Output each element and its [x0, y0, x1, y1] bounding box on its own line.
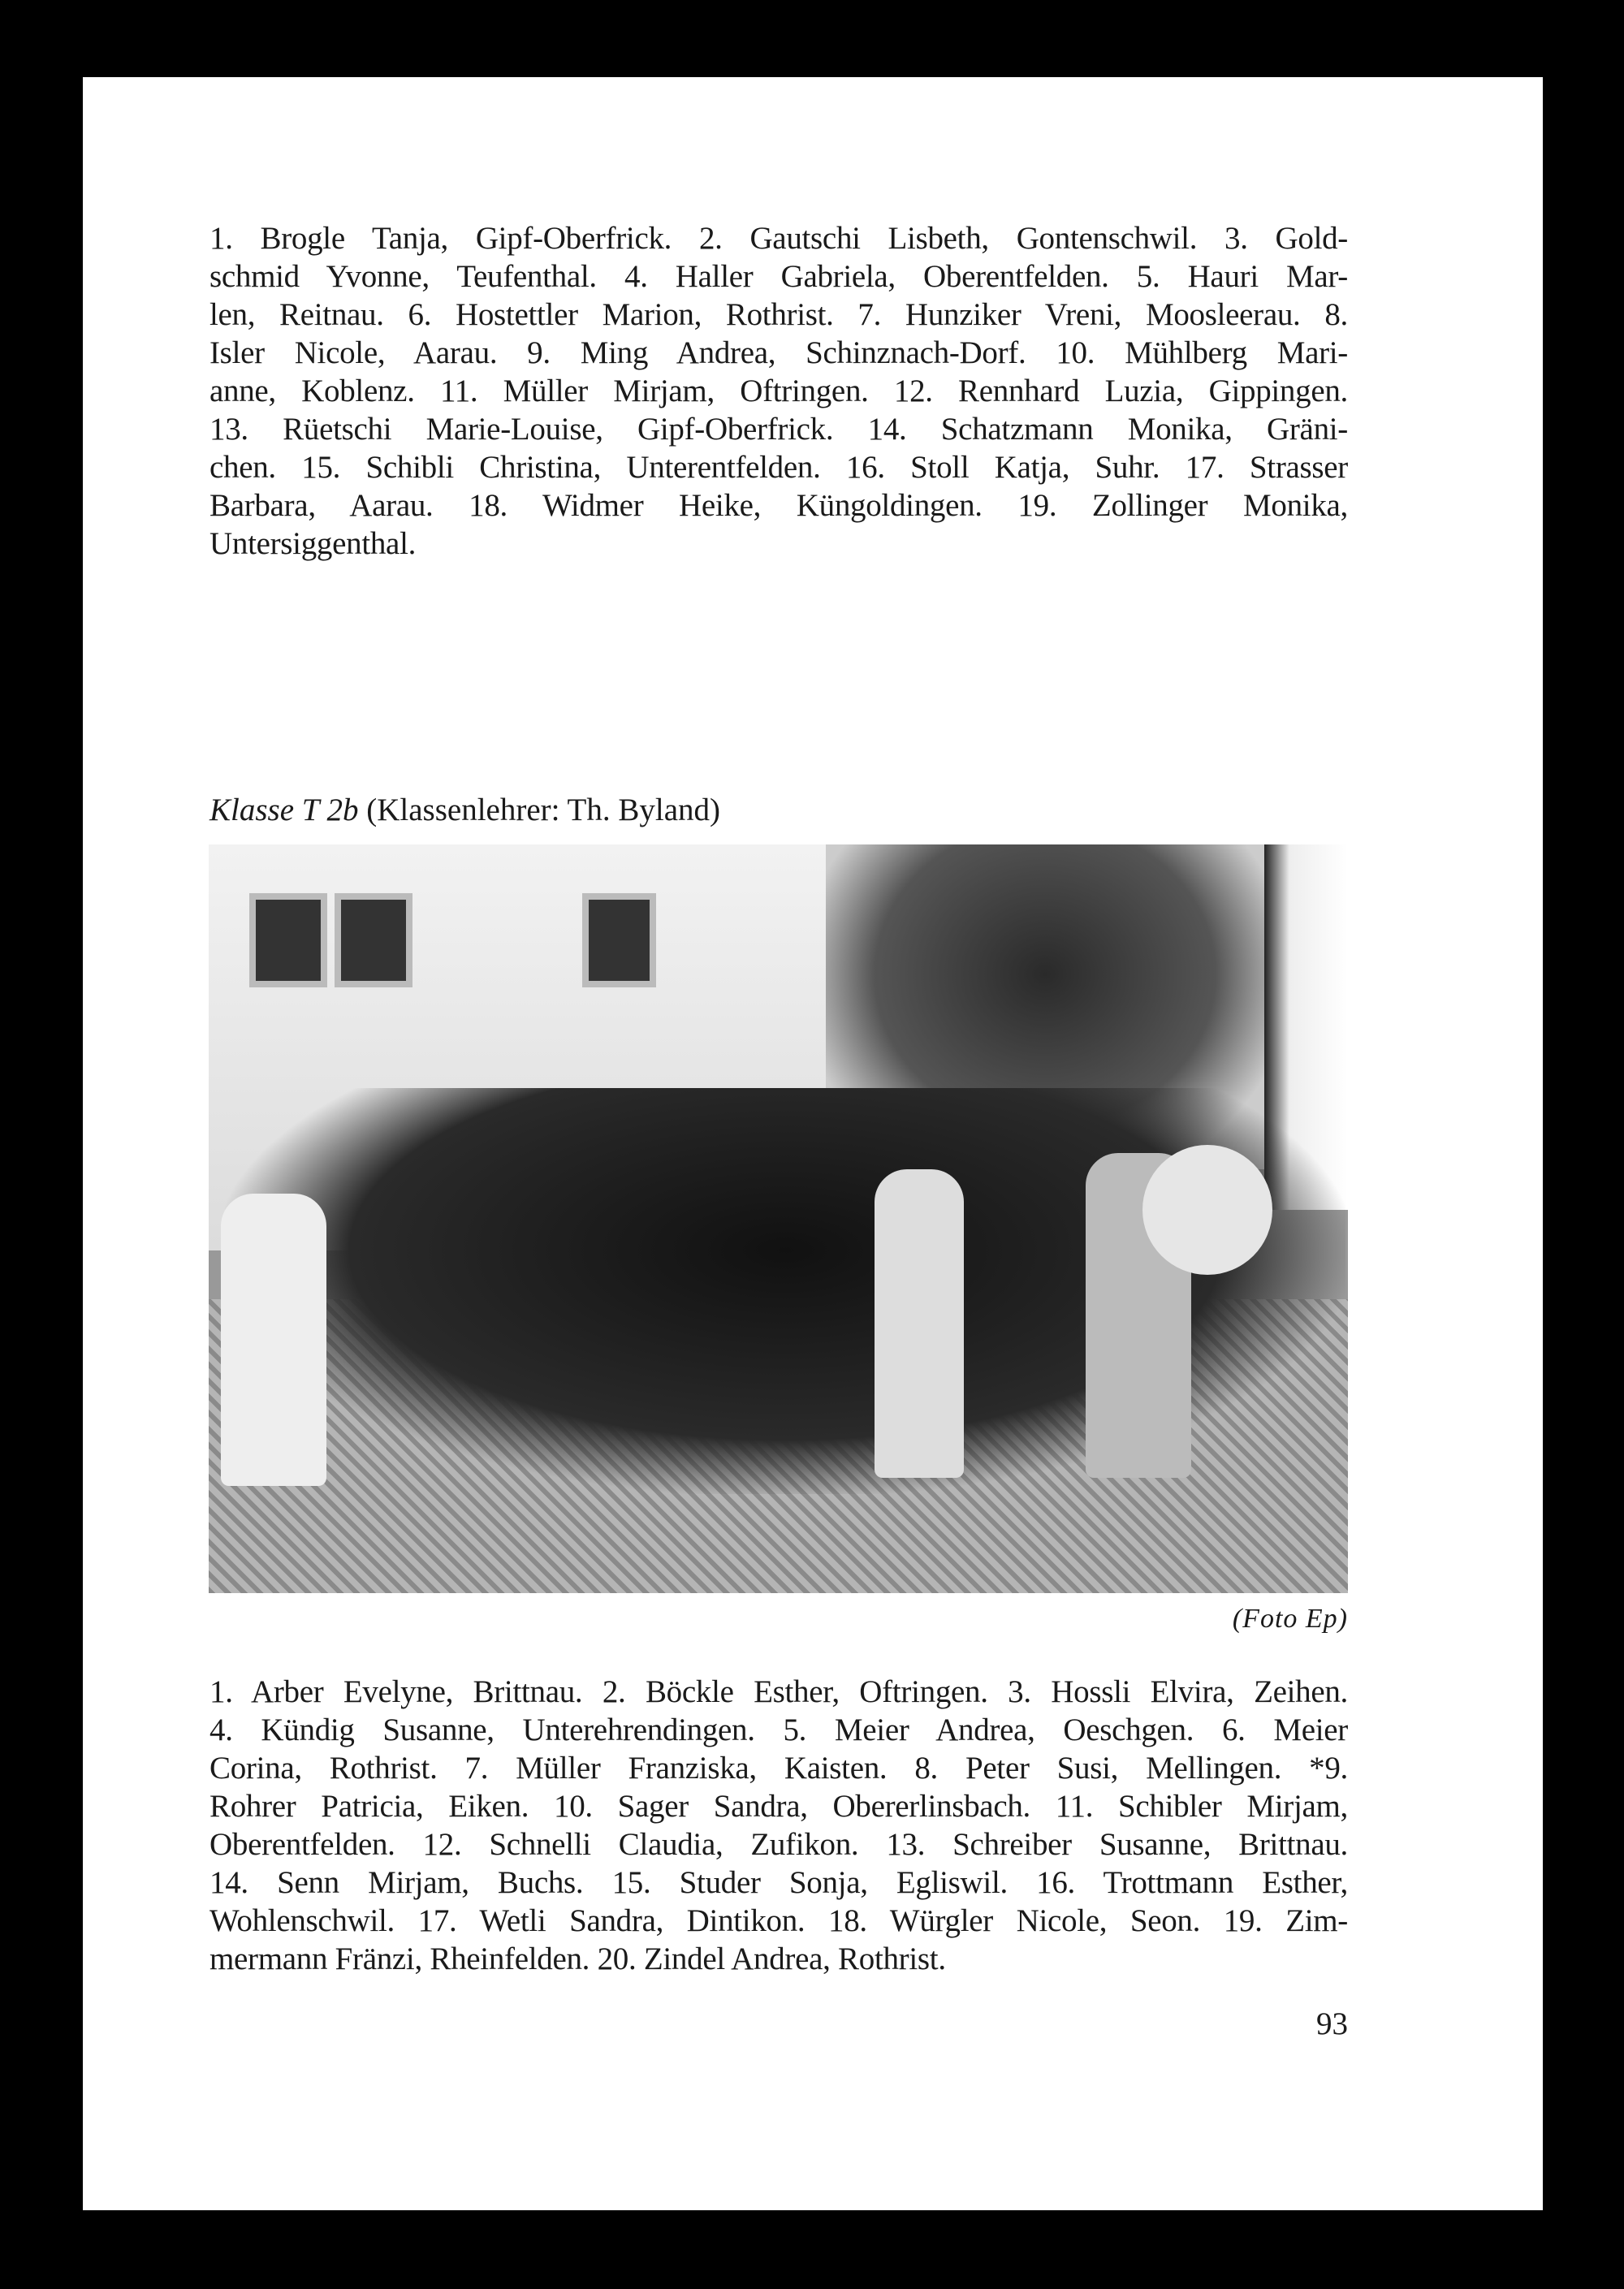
window [582, 893, 656, 987]
page-number: 93 [1316, 2006, 1348, 2041]
photo-caption [209, 792, 720, 828]
list-line: 4. Kündig Susanne, Unterehrendingen. 5. Meier Andrea, Oeschgen. 6. Meier [209, 1712, 1348, 1747]
person [221, 1194, 326, 1486]
list-line: Wohlenschwil. 17. Wetli Sandra, Dintikon. 18. Würgler Nicole, Seon. 19. Zim- [209, 1903, 1348, 1938]
class-list-t2b [209, 1673, 1348, 1978]
list-line: len, Reitnau. 6. Hostettler Marion, Rothrist. 7. Hunziker Vreni, Moosleerau. 8. [209, 297, 1348, 332]
list-line: Barbara, Aarau. 18. Widmer Heike, Küngoldingen. 19. Zollinger Monika, [209, 488, 1348, 523]
list-line: chen. 15. Schibli Christina, Unterentfelden. 16. Stoll Katja, Suhr. 17. Strasser [209, 450, 1348, 485]
list-line: 1. Brogle Tanja, Gipf-Oberfrick. 2. Gautschi Lisbeth, Gontenschwil. 3. Gold- [209, 221, 1348, 256]
class-list-previous [209, 219, 1348, 563]
list-line: 14. Senn Mirjam, Buchs. 15. Studer Sonja, Egliswil. 16. Trottmann Esther, [209, 1865, 1348, 1900]
list-line: 1. Arber Evelyne, Brittnau. 2. Böckle Esther, Oftringen. 3. Hossli Elvira, Zeihen. [209, 1674, 1348, 1709]
list-line: mermann Fränzi, Rheinfelden. 20. Zindel Andrea, Rothrist. [209, 1941, 946, 1976]
list-line: Oberentfelden. 12. Schnelli Claudia, Zufikon. 13. Schreiber Susanne, Brittnau. [209, 1827, 1348, 1862]
teacher-label: (Klassenlehrer: Th. Byland) [366, 793, 720, 827]
list-line: anne, Koblenz. 11. Müller Mirjam, Oftringen. 12. Rennhard Luzia, Gippingen. [209, 374, 1348, 408]
book-page [83, 77, 1543, 2210]
class-label: Klasse T 2b [209, 793, 359, 827]
class-photo [209, 844, 1348, 1593]
list-line: Corina, Rothrist. 7. Müller Franziska, Kaisten. 8. Peter Susi, Mellingen. *9. [209, 1751, 1348, 1786]
flower-bouquet [1142, 1145, 1272, 1275]
person [875, 1169, 964, 1478]
list-line: Isler Nicole, Aarau. 9. Ming Andrea, Schinznach-Dorf. 10. Mühlberg Mari- [209, 335, 1348, 370]
list-line: 13. Rüetschi Marie-Louise, Gipf-Oberfrick. 14. Schatzmann Monika, Gräni- [209, 412, 1348, 447]
list-line: schmid Yvonne, Teufenthal. 4. Haller Gabriela, Oberentfelden. 5. Hauri Mar- [209, 259, 1348, 294]
window [249, 893, 327, 987]
photo-credit: (Foto Ep) [1232, 1604, 1348, 1634]
list-line: Untersiggenthal. [209, 526, 417, 561]
list-line: Rohrer Patricia, Eiken. 10. Sager Sandra, Obererlinsbach. 11. Schibler Mirjam, [209, 1789, 1348, 1824]
window [335, 893, 412, 987]
